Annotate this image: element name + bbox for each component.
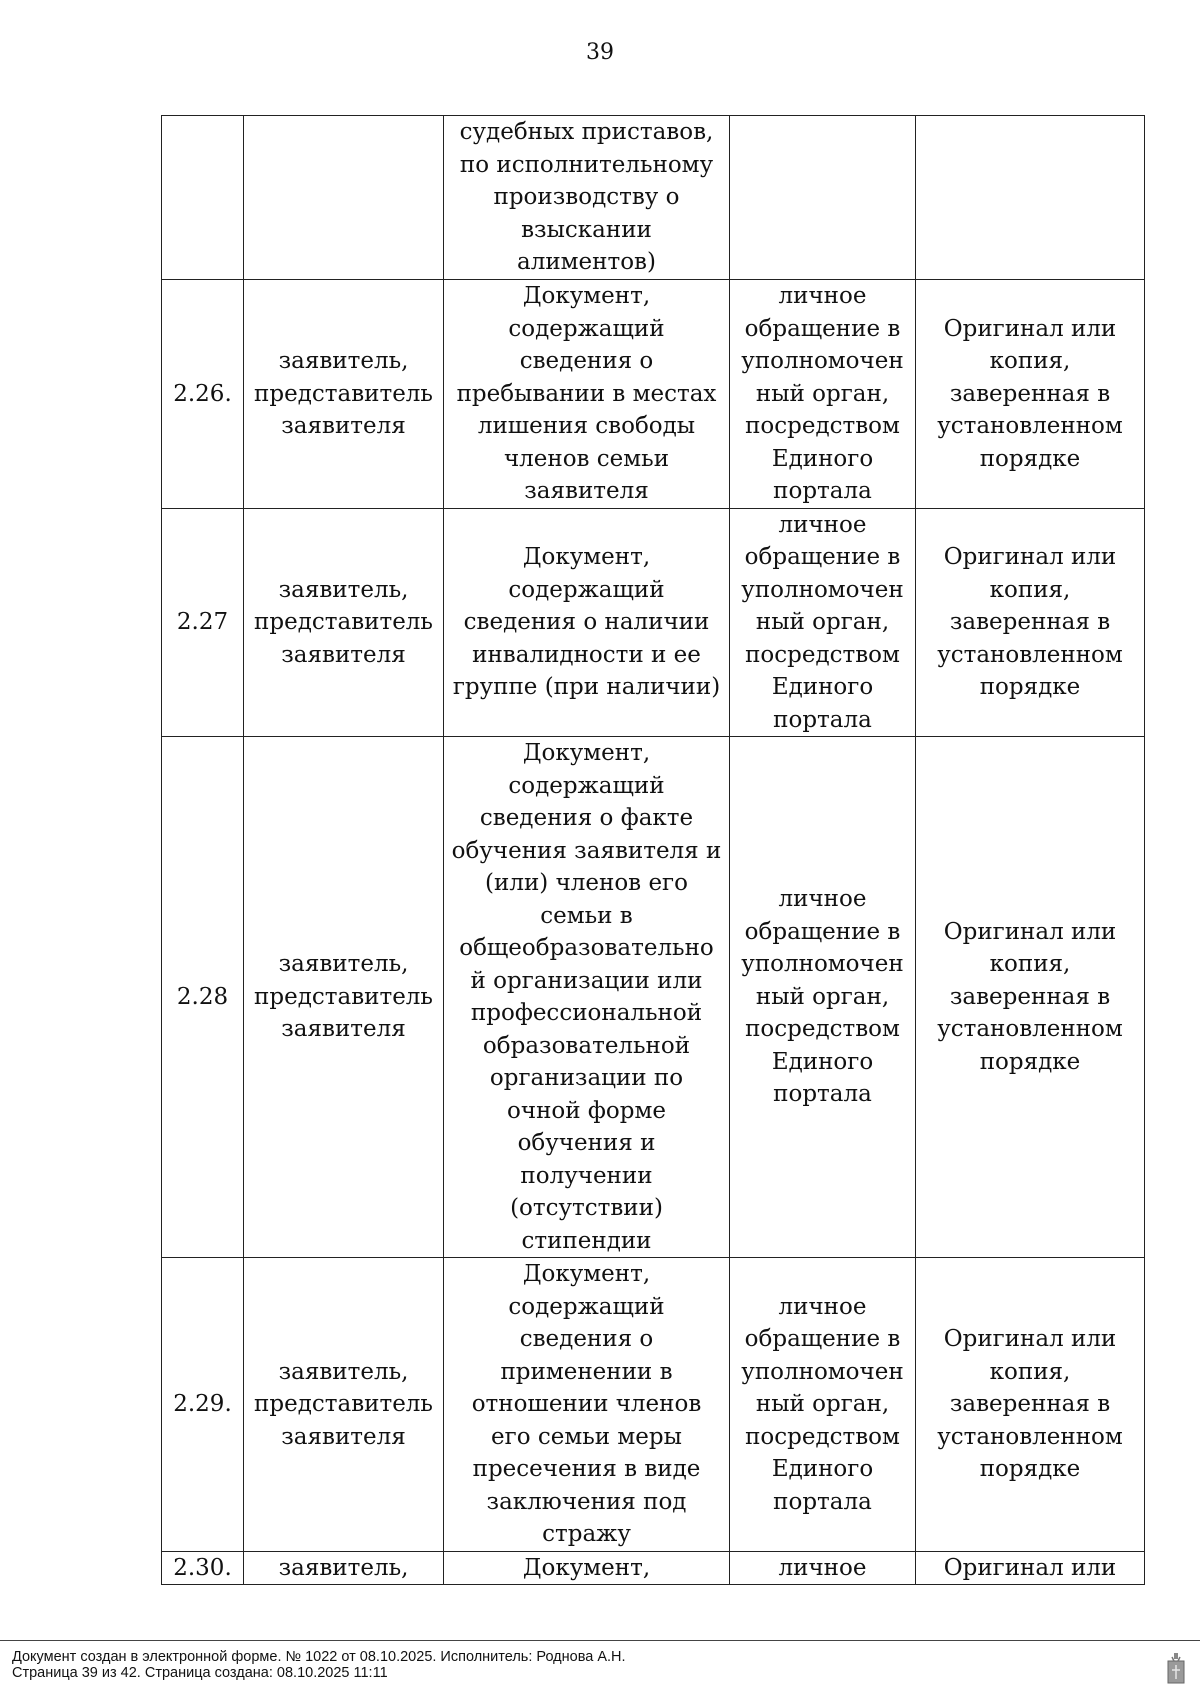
row-number: 2.29.: [162, 1258, 244, 1552]
document-form-cell: Оригинал или копия, заверенная в установленном порядке: [916, 280, 1145, 509]
documents-table: [161, 115, 1145, 1585]
row-number: 2.27: [162, 508, 244, 737]
table-row: [162, 1258, 1145, 1552]
page-number: 39: [586, 40, 614, 65]
table-row: [162, 280, 1145, 509]
table-row: [162, 116, 1145, 280]
submission-method-cell: личное обращение в уполномочен ный орган, посредством Единого портала: [730, 280, 916, 509]
applicant-cell: заявитель, представитель заявителя: [244, 1258, 444, 1552]
submission-method-cell: личное обращение в уполномочен ный орган, посредством Единого портала: [730, 737, 916, 1258]
table-row: [162, 737, 1145, 1258]
applicant-cell: заявитель, представитель заявителя: [244, 508, 444, 737]
submission-method-cell: [730, 116, 916, 280]
footer-line-document-info: Документ создан в электронной форме. № 1022 от 08.10.2025. Исполнитель: Роднова А.Н.: [12, 1649, 626, 1665]
document-cell: Документ, содержащий сведения о наличии инвалидности и ее группе (при наличии): [444, 508, 730, 737]
document-cell: Документ, содержащий сведения о применении в отношении членов его семьи меры пресечения в виде заключения под стражу: [444, 1258, 730, 1552]
footer-divider: [0, 1640, 1200, 1641]
table-row: [162, 508, 1145, 737]
submission-method-cell: личное: [730, 1551, 916, 1585]
submission-method-cell: личное обращение в уполномочен ный орган, посредством Единого портала: [730, 1258, 916, 1552]
document-form-cell: Оригинал или копия, заверенная в установленном порядке: [916, 508, 1145, 737]
submission-method-cell: личное обращение в уполномочен ный орган, посредством Единого портала: [730, 508, 916, 737]
applicant-cell: заявитель, представитель заявителя: [244, 737, 444, 1258]
document-footer: [12, 1649, 626, 1681]
row-number: [162, 116, 244, 280]
document-form-cell: Оригинал или копия, заверенная в установленном порядке: [916, 737, 1145, 1258]
document-form-cell: Оригинал или копия, заверенная в установленном порядке: [916, 1258, 1145, 1552]
row-number: 2.30.: [162, 1551, 244, 1585]
document-cell: судебных приставов, по исполнительному производству о взыскании алиментов): [444, 116, 730, 280]
document-cell: Документ, содержащий сведения о факте обучения заявителя и (или) членов его семьи в общеобразовательно й организации или профессиональной образовательной организации по очной форме обучения и получении (отсутствии) стипендии: [444, 737, 730, 1258]
emblem-icon: [1166, 1652, 1186, 1688]
document-form-cell: Оригинал или: [916, 1551, 1145, 1585]
document-cell: Документ, содержащий сведения о пребывании в местах лишения свободы членов семьи заявителя: [444, 280, 730, 509]
applicant-cell: [244, 116, 444, 280]
footer-line-page-info: Страница 39 из 42. Страница создана: 08.10.2025 11:11: [12, 1665, 388, 1681]
row-number: 2.28: [162, 737, 244, 1258]
row-number: 2.26.: [162, 280, 244, 509]
table-row: [162, 1551, 1145, 1585]
applicant-cell: заявитель, представитель заявителя: [244, 280, 444, 509]
document-cell: Документ,: [444, 1551, 730, 1585]
applicant-cell: заявитель,: [244, 1551, 444, 1585]
document-form-cell: [916, 116, 1145, 280]
